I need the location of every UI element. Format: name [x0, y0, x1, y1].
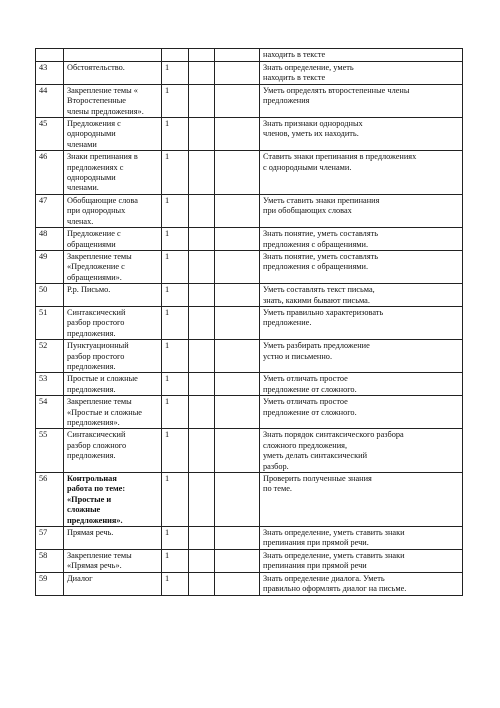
lesson-topic-line: предложения». — [67, 515, 123, 525]
lesson-topic-line: Синтаксический — [67, 430, 126, 440]
lesson-hours-cell: 1 — [162, 373, 189, 396]
lesson-topic-cell — [64, 62, 162, 85]
empty-cell — [215, 284, 260, 307]
lesson-topic-cell — [64, 49, 162, 62]
lesson-requirement-line: разбор. — [263, 461, 289, 471]
lesson-number-cell: 53 — [36, 373, 64, 396]
lesson-hours-cell: 1 — [162, 284, 189, 307]
lesson-topic-cell — [64, 373, 162, 396]
table-row — [36, 396, 463, 429]
lesson-hours-cell: 1 — [162, 340, 189, 373]
table-row — [36, 84, 463, 117]
lesson-requirement-line: по теме. — [263, 484, 292, 494]
lesson-topic-line: Контрольная — [67, 474, 117, 484]
lesson-requirements-cell — [260, 527, 463, 550]
table-row — [36, 62, 463, 85]
lesson-hours-cell: 1 — [162, 572, 189, 595]
lesson-topic-cell — [64, 396, 162, 429]
lesson-topic-cell — [64, 572, 162, 595]
lesson-topic-cell — [64, 194, 162, 227]
lesson-topic-line: члены предложения». — [67, 106, 144, 116]
lesson-topic-line: обращениями». — [67, 272, 122, 282]
table-row — [36, 49, 463, 62]
table-row — [36, 250, 463, 283]
lesson-number-cell — [36, 49, 64, 62]
lesson-requirements-cell — [260, 429, 463, 473]
lesson-topic-line: предложения. — [67, 361, 116, 371]
lesson-hours-cell: 1 — [162, 194, 189, 227]
lesson-plan-document — [35, 48, 462, 596]
lesson-number-cell: 55 — [36, 429, 64, 473]
table-row — [36, 527, 463, 550]
lesson-requirements-cell — [260, 194, 463, 227]
empty-cell — [189, 228, 215, 251]
lesson-topic-cell — [64, 549, 162, 572]
lesson-requirement-line: Знать понятие, уметь составлять — [263, 251, 379, 261]
lesson-requirement-line: Уметь правильно характеризовать — [263, 307, 384, 317]
lesson-topic-line: Предложение с — [67, 229, 121, 239]
table-row — [36, 429, 463, 473]
empty-cell — [189, 473, 215, 527]
empty-cell — [189, 527, 215, 550]
lesson-topic-line: предложения. — [67, 384, 116, 394]
empty-cell — [189, 340, 215, 373]
lesson-requirements-cell — [260, 340, 463, 373]
empty-cell — [189, 549, 215, 572]
lesson-topic-line: Закрепление темы « — [67, 85, 138, 95]
lesson-topic-line: Пунктуационный — [67, 341, 129, 351]
empty-cell — [215, 396, 260, 429]
lesson-number-cell: 58 — [36, 549, 64, 572]
lesson-requirement-line: Ставить знаки препинания в предложениях — [263, 152, 417, 162]
lesson-topic-cell — [64, 84, 162, 117]
empty-cell — [215, 84, 260, 117]
empty-cell — [215, 473, 260, 527]
lesson-requirement-line: Знать порядок синтаксического разбора — [263, 430, 404, 440]
lesson-requirement-line: находить в тексте — [263, 50, 326, 59]
table-row — [36, 151, 463, 195]
table-row — [36, 473, 463, 527]
lesson-requirement-line: Знать определение, уметь ставить знаки — [263, 550, 405, 560]
lesson-number-cell: 44 — [36, 84, 64, 117]
lesson-hours-cell: 1 — [162, 549, 189, 572]
empty-cell — [189, 572, 215, 595]
lesson-requirement-line: Знать понятие, уметь составлять — [263, 229, 379, 239]
table-row — [36, 340, 463, 373]
lesson-topic-cell — [64, 340, 162, 373]
table-row — [36, 194, 463, 227]
table-row — [36, 284, 463, 307]
lesson-topic-line: однородными — [67, 129, 116, 139]
lesson-topic-line: членами. — [67, 183, 99, 193]
lesson-requirement-line: находить в тексте — [263, 73, 326, 83]
empty-cell — [215, 228, 260, 251]
lesson-number-cell: 50 — [36, 284, 64, 307]
lesson-number-cell: 52 — [36, 340, 64, 373]
lesson-requirement-line: с однородными членами. — [263, 162, 352, 172]
lesson-hours-cell: 1 — [162, 473, 189, 527]
lesson-requirement-line: предложения — [263, 96, 310, 106]
empty-cell — [215, 572, 260, 595]
empty-cell — [189, 151, 215, 195]
empty-cell — [189, 62, 215, 85]
lesson-requirement-line: Уметь отличать простое — [263, 374, 348, 384]
empty-cell — [189, 306, 215, 339]
lesson-requirement-line: Знать определение, уметь — [263, 63, 354, 72]
empty-cell — [215, 306, 260, 339]
table-row — [36, 306, 463, 339]
lesson-topic-line: работа по теме: — [67, 484, 126, 494]
lesson-topic-line: предложения. — [67, 451, 116, 461]
lesson-requirements-cell — [260, 284, 463, 307]
lesson-requirement-line: Уметь определять второстепенные члены — [263, 85, 410, 95]
lesson-topic-line: Закрепление темы — [67, 251, 132, 261]
lesson-hours-cell: 1 — [162, 396, 189, 429]
lesson-topic-line: «Простые и — [67, 494, 112, 504]
lesson-hours-cell: 1 — [162, 306, 189, 339]
lesson-requirement-line: предложение от сложного. — [263, 407, 357, 417]
lesson-topic-cell — [64, 250, 162, 283]
table-row — [36, 373, 463, 396]
lesson-topic-line: однородными — [67, 173, 116, 183]
lesson-requirements-cell — [260, 118, 463, 151]
lesson-number-cell: 46 — [36, 151, 64, 195]
lesson-requirement-line: препинания при прямой речи. — [263, 538, 369, 548]
lesson-requirement-line: при обобщающих словах — [263, 206, 352, 216]
lesson-requirements-cell — [260, 49, 463, 62]
lesson-topic-line: Синтаксический — [67, 307, 126, 317]
lesson-topic-line: разбор сложного — [67, 440, 127, 450]
lesson-hours-cell: 1 — [162, 84, 189, 117]
empty-cell — [215, 429, 260, 473]
lesson-requirement-line: Уметь отличать простое — [263, 397, 348, 407]
lesson-requirements-cell — [260, 306, 463, 339]
lesson-requirement-line: устно и письменно. — [263, 351, 333, 361]
lesson-topic-line: предложения». — [67, 418, 120, 427]
lesson-requirement-line: правильно оформлять диалог на письме. — [263, 584, 407, 594]
empty-cell — [215, 62, 260, 85]
lesson-topic-line: Обстоятельство. — [67, 63, 125, 72]
lesson-requirement-line: уметь делать синтаксический — [263, 451, 368, 461]
empty-cell — [189, 284, 215, 307]
lesson-plan-table — [35, 48, 463, 596]
lesson-number-cell: 56 — [36, 473, 64, 527]
lesson-requirement-line: Знать определение диалога. Уметь — [263, 573, 385, 583]
lesson-hours-cell: 1 — [162, 429, 189, 473]
lesson-number-cell: 43 — [36, 62, 64, 85]
empty-cell — [189, 250, 215, 283]
table-row — [36, 549, 463, 572]
empty-cell — [215, 118, 260, 151]
lesson-topic-cell — [64, 527, 162, 550]
lesson-topic-cell — [64, 284, 162, 307]
lesson-topic-line: Диалог — [67, 573, 93, 583]
lesson-requirement-line: сложного предложения, — [263, 440, 348, 450]
lesson-number-cell: 59 — [36, 572, 64, 595]
lesson-number-cell: 45 — [36, 118, 64, 151]
empty-cell — [189, 373, 215, 396]
lesson-topic-cell — [64, 228, 162, 251]
lesson-hours-cell: 1 — [162, 250, 189, 283]
lesson-number-cell: 54 — [36, 396, 64, 429]
empty-cell — [215, 151, 260, 195]
empty-cell — [215, 549, 260, 572]
empty-cell — [189, 118, 215, 151]
lesson-hours-cell: 1 — [162, 527, 189, 550]
lesson-number-cell: 51 — [36, 306, 64, 339]
lesson-topic-line: разбор простого — [67, 351, 125, 361]
lesson-requirement-line: предложение. — [263, 318, 312, 328]
empty-cell — [215, 49, 260, 62]
empty-cell — [189, 49, 215, 62]
lesson-topic-cell — [64, 429, 162, 473]
lesson-number-cell: 57 — [36, 527, 64, 550]
lesson-topic-line: Р.р. Письмо. — [67, 285, 111, 295]
lesson-topic-line: членах. — [67, 216, 94, 226]
lesson-hours-cell: 1 — [162, 118, 189, 151]
lesson-requirements-cell — [260, 250, 463, 283]
empty-cell — [215, 527, 260, 550]
lesson-requirement-line: Уметь разбирать предложение — [263, 341, 370, 351]
empty-cell — [189, 84, 215, 117]
lesson-topic-line: Закрепление темы — [67, 397, 132, 407]
lesson-requirements-cell — [260, 549, 463, 572]
lesson-plan-body — [36, 49, 463, 596]
lesson-requirement-line: предложения с обращениями. — [263, 239, 369, 249]
lesson-requirement-line: Знать определение, уметь ставить знаки — [263, 528, 405, 538]
lesson-topic-line: Предложения с — [67, 119, 121, 129]
lesson-topic-line: Прямая речь. — [67, 528, 114, 538]
lesson-requirements-cell — [260, 572, 463, 595]
lesson-requirements-cell — [260, 473, 463, 527]
lesson-requirement-line: Уметь составлять текст письма, — [263, 285, 375, 295]
lesson-requirements-cell — [260, 62, 463, 85]
lesson-requirements-cell — [260, 228, 463, 251]
table-row — [36, 118, 463, 151]
lesson-topic-line: Обобщающие слова — [67, 195, 138, 205]
lesson-topic-line: членами — [67, 139, 97, 149]
lesson-hours-cell: 1 — [162, 228, 189, 251]
lesson-topic-line: предложениях с — [67, 162, 124, 172]
lesson-topic-cell — [64, 151, 162, 195]
lesson-hours-cell — [162, 49, 189, 62]
lesson-requirements-cell — [260, 84, 463, 117]
empty-cell — [215, 340, 260, 373]
lesson-topic-line: при однородных — [67, 206, 126, 216]
lesson-number-cell: 47 — [36, 194, 64, 227]
lesson-topic-cell — [64, 473, 162, 527]
lesson-requirement-line: Уметь ставить знаки препинания — [263, 195, 380, 205]
lesson-topic-line: сложные — [67, 505, 101, 515]
empty-cell — [215, 250, 260, 283]
empty-cell — [189, 396, 215, 429]
lesson-requirement-line: предложения с обращениями. — [263, 262, 369, 272]
empty-cell — [189, 429, 215, 473]
lesson-requirement-line: препинания при прямой речи — [263, 561, 367, 571]
lesson-number-cell: 49 — [36, 250, 64, 283]
lesson-topic-line: «Простые и сложные — [67, 407, 142, 417]
lesson-requirements-cell — [260, 151, 463, 195]
lesson-topic-cell — [64, 306, 162, 339]
lesson-topic-line: Второстепенные — [67, 96, 126, 106]
lesson-requirement-line: членов, уметь их находить. — [263, 129, 359, 139]
lesson-hours-cell: 1 — [162, 151, 189, 195]
empty-cell — [189, 194, 215, 227]
lesson-topic-line: разбор простого — [67, 318, 125, 328]
lesson-topic-line: Простые и сложные — [67, 374, 138, 384]
lesson-requirement-line: знать, какими бывают письма. — [263, 295, 370, 305]
lesson-topic-line: «Прямая речь». — [67, 561, 122, 571]
lesson-topic-line: «Предложение с — [67, 262, 125, 272]
lesson-topic-line: Закрепление темы — [67, 550, 132, 560]
empty-cell — [215, 373, 260, 396]
lesson-topic-line: Знаки препинания в — [67, 152, 138, 162]
lesson-hours-cell: 1 — [162, 62, 189, 85]
lesson-requirement-line: Знать признаки однородных — [263, 119, 363, 129]
empty-cell — [215, 194, 260, 227]
table-row — [36, 572, 463, 595]
lesson-requirements-cell — [260, 373, 463, 396]
lesson-requirements-cell — [260, 396, 463, 429]
lesson-topic-line: предложения. — [67, 328, 116, 338]
lesson-topic-cell — [64, 118, 162, 151]
lesson-requirement-line: предложение от сложного. — [263, 384, 357, 394]
lesson-number-cell: 48 — [36, 228, 64, 251]
lesson-topic-line: обращениями — [67, 239, 116, 249]
table-row — [36, 228, 463, 251]
lesson-requirement-line: Проверить полученные знания — [263, 474, 372, 484]
